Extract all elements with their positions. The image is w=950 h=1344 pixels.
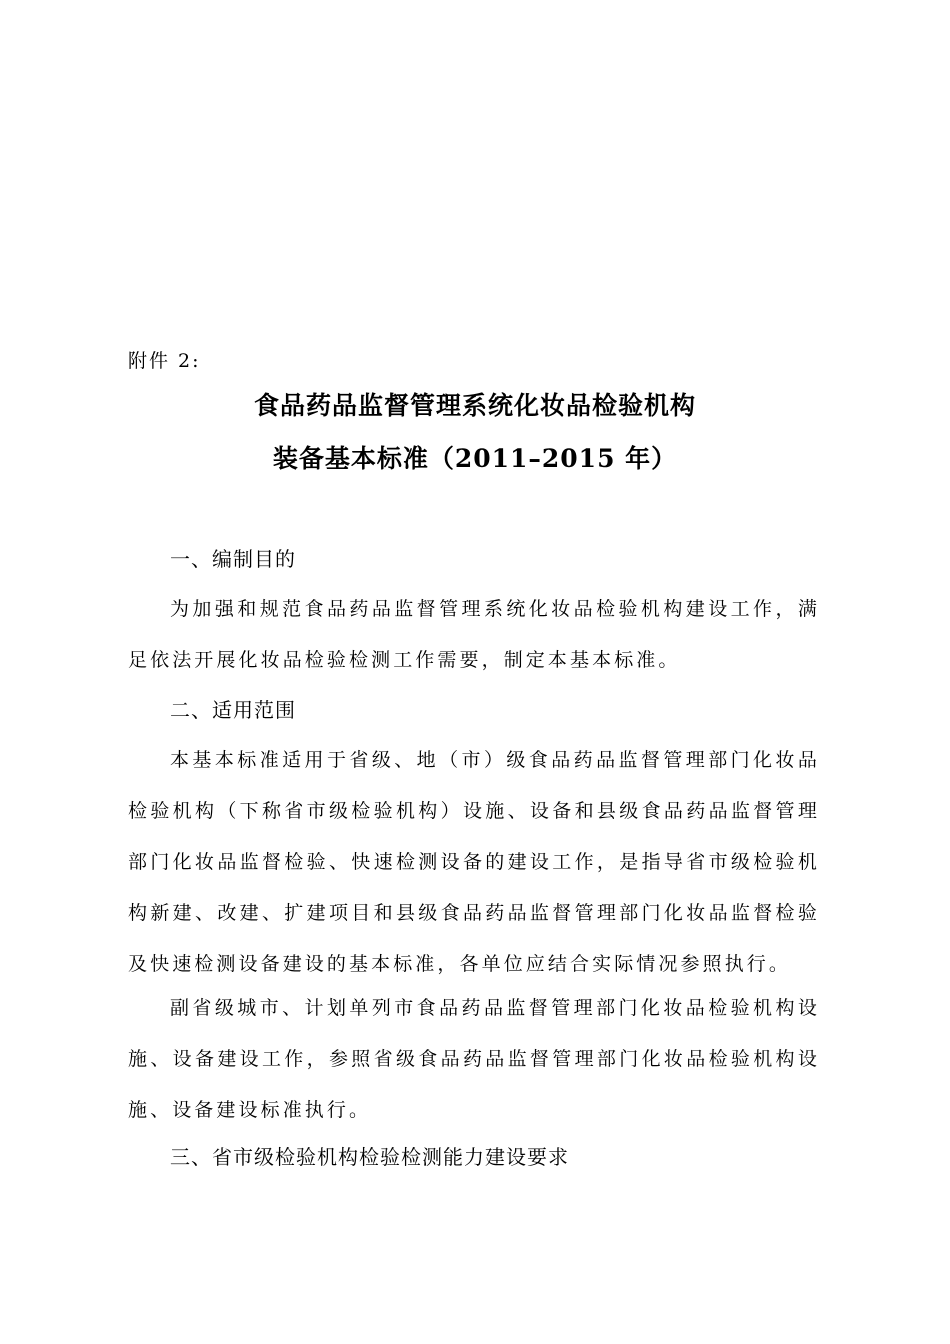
attachment-label: 附件 2: bbox=[128, 350, 201, 372]
section-heading-purpose: 一、编制目的 bbox=[170, 547, 296, 571]
section-paragraph-scope-2: 副省级城市、计划单列市食品药品监督管理部门化妆品检验机构设施、设备建设工作，参照省级食品药品监督管理部门化妆品检验机构设施、设备建设标准执行。 bbox=[128, 997, 820, 1121]
section-paragraph-purpose: 为加强和规范食品药品监督管理系统化妆品检验机构建设工作，满足依法开展化妆品检验检测工作需要，制定本基本标准。 bbox=[128, 598, 820, 671]
document-title-line-1: 食品药品监督管理系统化妆品检验机构 bbox=[253, 391, 696, 420]
section-paragraph-scope-1: 本基本标准适用于省级、地（市）级食品药品监督管理部门化妆品检验机构（下称省市级检验机构）设施、设备和县级食品药品监督管理部门化妆品监督检验、快速检测设备的建设工作，是指导省市级检验机构新建、改建、扩建项目和县级食品药品监督管理部门化妆品监督检验及快速检测设备建设的基本标准，各单位应结合实际情况参照执行。 bbox=[128, 749, 820, 975]
document-title-line-2: 装备基本标准（2011–2015 年） bbox=[272, 444, 678, 473]
section-heading-scope: 二、适用范围 bbox=[170, 698, 296, 722]
section-heading-requirements: 三、省市级检验机构检验检测能力建设要求 bbox=[170, 1145, 569, 1169]
